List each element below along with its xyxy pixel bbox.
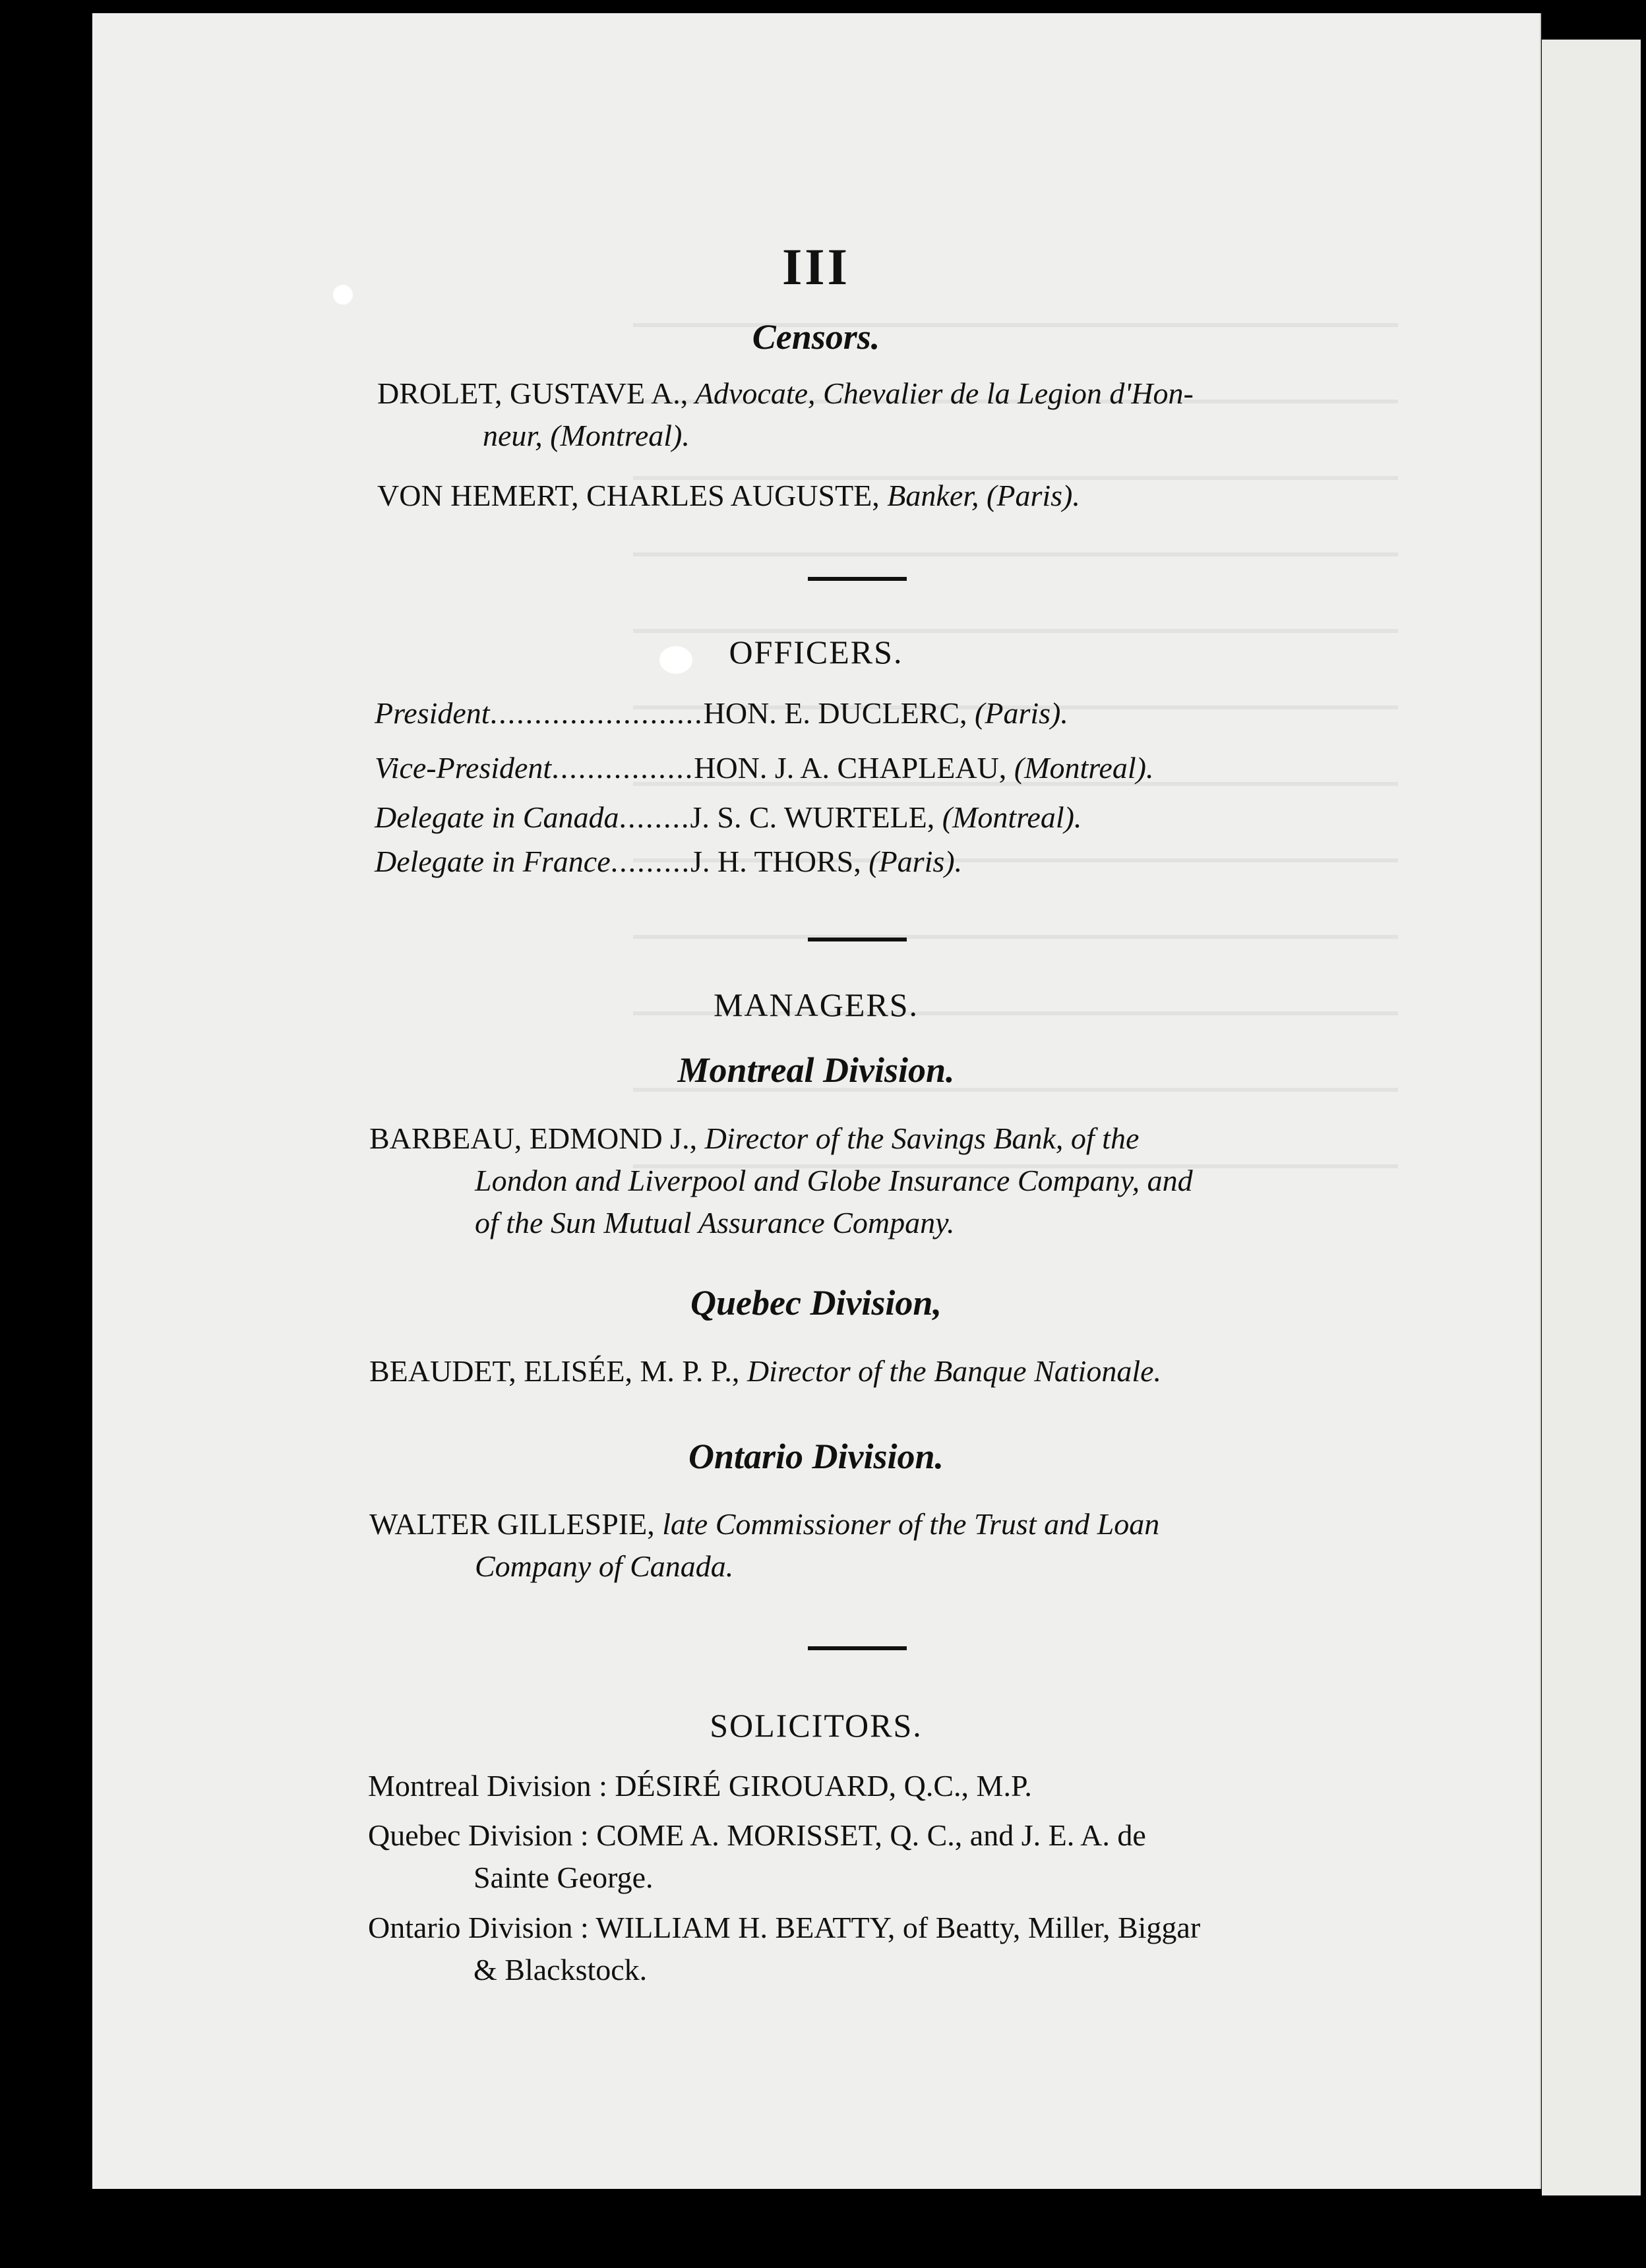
leader-dots: ........ <box>619 800 690 834</box>
officer-row <box>375 844 962 879</box>
officer-row <box>375 696 1068 731</box>
solicitors-heading: SOLICITORS. <box>710 1707 923 1744</box>
officer-role: Delegate in France <box>375 845 611 878</box>
censor-description-cont: neur, (Montreal). <box>483 419 690 452</box>
officer-name: J. H. THORS, <box>690 845 861 878</box>
officer-place: (Paris). <box>861 845 963 878</box>
manager-entry-barbeau <box>369 1118 1345 1244</box>
censor-name: DROLET, GUSTAVE A., <box>377 376 688 410</box>
managers-heading: MANAGERS. <box>713 986 919 1023</box>
officer-role: Delegate in Canada <box>375 800 619 834</box>
leader-dots: ................ <box>551 751 694 785</box>
officer-role: Vice-President <box>375 751 552 785</box>
leader-dots: ........................ <box>489 696 704 730</box>
officer-place: (Montreal). <box>1006 751 1154 785</box>
solicitor-name: DÉSIRÉ GIROUARD, <box>607 1769 897 1803</box>
manager-description: Director of the Banque Nationale. <box>739 1354 1162 1388</box>
section-divider <box>808 938 907 941</box>
solicitor-division-label: Ontario Division : <box>368 1911 589 1944</box>
solicitor-details-cont: & Blackstock. <box>473 1953 648 1986</box>
officer-role: President <box>375 696 490 730</box>
officer-name: HON. J. A. CHAPLEAU, <box>694 751 1007 785</box>
censor-description: Banker, (Paris). <box>879 479 1080 512</box>
officer-name: J. S. C. WURTELE, <box>690 800 935 834</box>
solicitor-details: of Beatty, Miller, Biggar <box>895 1911 1201 1944</box>
solicitor-entry-ontario <box>368 1907 1344 1991</box>
censor-name: VON HEMERT, CHARLES AUGUSTE, <box>377 479 880 512</box>
speck <box>333 285 353 305</box>
adjacent-page-edge <box>1542 40 1641 2195</box>
quebec-division-title: Quebec Division, <box>690 1283 942 1323</box>
solicitor-entry-quebec <box>368 1814 1344 1899</box>
solicitor-name: WILLIAM H. BEATTY, <box>588 1911 896 1944</box>
officer-name: HON. E. DUCLERC, <box>703 696 967 730</box>
manager-description: late Commissioner of the Trust and Loan <box>654 1507 1160 1541</box>
officer-row <box>375 750 1153 785</box>
solicitor-name: COME A. MORISSET, <box>588 1818 882 1852</box>
officer-place: (Montreal). <box>934 800 1082 834</box>
manager-description-cont: of the Sun Mutual Assurance Company. <box>475 1206 955 1239</box>
officer-row <box>375 800 1082 835</box>
ontario-division-title: Ontario Division. <box>688 1437 944 1476</box>
montreal-division-title: Montreal Division. <box>677 1050 955 1090</box>
solicitor-details: Q. C., and J. E. A. de <box>882 1818 1146 1852</box>
manager-description-cont: Company of Canada. <box>475 1549 734 1583</box>
leader-dots: ......... <box>610 845 691 878</box>
officers-heading: OFFICERS. <box>729 634 903 671</box>
speck <box>659 646 692 674</box>
manager-name: WALTER GILLESPIE, <box>369 1507 655 1541</box>
manager-name: BARBEAU, EDMOND J., <box>369 1121 698 1155</box>
censor-entry-drolet <box>377 373 1353 457</box>
manager-description: Director of the Savings Bank, of the <box>697 1121 1140 1155</box>
solicitor-details: Q.C., M.P. <box>896 1769 1032 1803</box>
section-divider <box>808 577 907 581</box>
manager-entry-gillespie <box>369 1503 1345 1588</box>
censor-entry-von-hemert <box>377 475 1353 517</box>
manager-name: BEAUDET, ELISÉE, M. P. P., <box>369 1354 740 1388</box>
manager-description-cont: London and Liverpool and Globe Insurance Company, and <box>475 1164 1193 1197</box>
officer-place: (Paris). <box>967 696 1068 730</box>
page-number: III <box>781 238 851 295</box>
section-divider <box>808 1646 907 1650</box>
solicitor-division-label: Montreal Division : <box>368 1769 607 1803</box>
solicitor-details-cont: Sainte George. <box>473 1861 654 1894</box>
censors-heading: Censors. <box>752 317 880 357</box>
manager-entry-beaudet <box>369 1350 1345 1392</box>
solicitor-division-label: Quebec Division : <box>368 1818 589 1852</box>
solicitor-entry-montreal <box>368 1765 1344 1807</box>
censor-description: Advocate, Chevalier de la Legion d'Hon- <box>688 376 1194 410</box>
